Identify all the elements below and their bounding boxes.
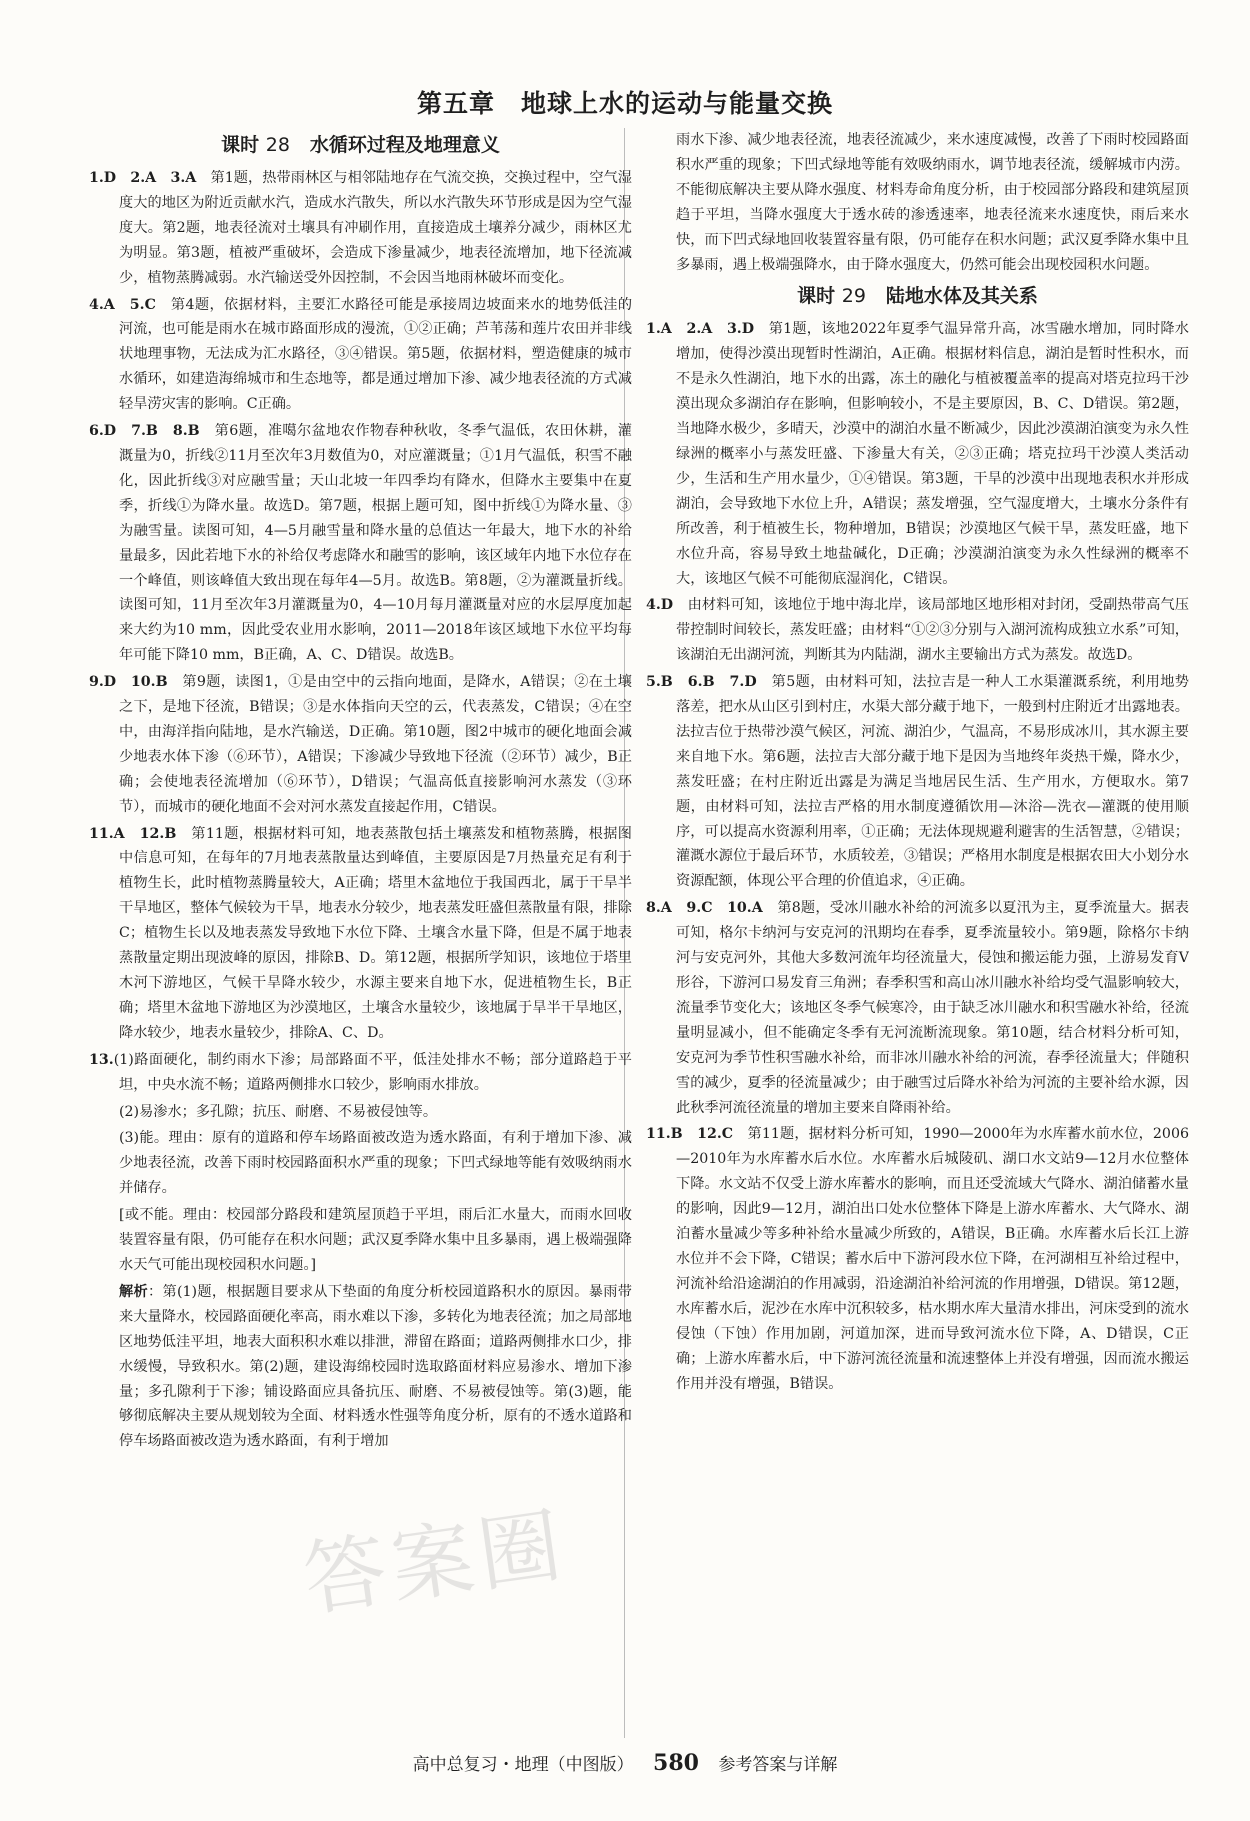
answer-para: 8.A 9.C 10.A 第8题，受冰川融水补给的河流多以夏汛为主，夏季流量大。据表可知，格尔卡纳河与安克河的汛期均在春季，夏季流量较小。第9题，除格尔卡纳河与安克河外，其他大多数河流年均径流量大，侵蚀和搬运能力强，上游易发育V形谷，下游河口易发育三角洲；春季积雪和高山冰川融水补给均受气温影响较大，流量季节变化大；该地区冬季气候寒冷，由于缺乏冰川融水和积雪融水补给，径流量明显减小，但不能确定冬季有无河流断流现象。第10题，结合材料分析可知，安克河为季节性积雪融水补给，而非冰川融水补给的河流，春季径流量大；伴随积雪的减少，夏季的径流量减少；由于融雪过后降水补给为河流的主要补给水源，因此秋季河流径流量的增加主要来自降雨补给。 [646,900,1189,1116]
lesson-29-title: 课时 29 陆地水体及其关系 [797,285,1038,308]
footer-section: 参考答案与详解 [718,1755,838,1775]
answer-para: 5.B 6.B 7.D 第5题，由材料可知，法拉吉是一种人工水渠灌溉系统，利用地势落差，把水从山区引到村庄，水渠大部分藏于地下，一般到村庄附近才出露地表。法拉吉位于热带沙漠气候区，河流、湖泊少，气温高，不易形成冰川，其水源主要来自地下水。第6题，法拉吉大部分藏于地下是因为当地终年炎热干燥，降水少，蒸发旺盛；在村庄附近出露是为满足当地居民生活、生产用水，方便取水。第7题，由材料可知，法拉吉严格的用水制度遵循饮用—沐浴—洗衣—灌溉的使用顺序，可以提高水资源利用率，①正确；无法体现规避利避害的生活智慧，②错误；灌溉水源位于最后环节，水质较差，③错误；严格用水制度是根据农田大小划分水资源配额，体现公平合理的价值追求，④正确。 [646,674,1189,890]
footer-book-title: 高中总复习・地理（中图版） [412,1755,634,1775]
answer-para: 4.D 由材料可知，该地位于地中海北岸，该局部地区地形相对封闭，受副热带高气压带控制时间较长，蒸发旺盛；由材料“①②③分别与入湖河流构成独立水系”可知，该湖泊无出湖河流，判断其为内陆湖，湖水主要输出方式为蒸发。故选D。 [646,597,1189,664]
answer-para: 1.A 2.A 3.D 第1题，该地2022年夏季气温异常升高，冰雪融水增加，同时降水增加，使得沙漠出现暂时性湖泊，A正确。根据材料信息，湖泊是暂时性积水，而不是永久性湖泊，地下水的出露，冻土的融化与植被覆盖率的提高对塔克拉玛干沙漠出现众多湖泊存在影响，但影响较小，不是主要原因，B、C、D错误。第2题，当地降水极少，多晴天，沙漠中的湖泊水量不断减少，因此沙漠湖泊演变为永久性绿洲的概率小与蒸发旺盛、下渗量大有关，②③正确；塔克拉玛干沙漠人类活动少，生活和生产用水量少，①④错误。第3题，干旱的沙漠中出现地表积水并形成湖泊，会导致地下水位上升，A错误；蒸发增强，空气湿度增大，土壤水分条件有所改善，利于植被生长，物种增加，B错误；沙漠地区气候干旱，蒸发旺盛，地下水位升高，容易导致土地盐碱化，D正确；沙漠湖泊演变为永久性绿洲的概率不大，该地区气候不可能彻底湿润化，C错误。 [646,321,1189,587]
page-number: 580 [653,1750,699,1776]
page-footer [0,1750,1250,1776]
answer-para: 13.(1)路面硬化，制约雨水下渗；局部路面不平，低洼处排水不畅；部分道路趋于平坦，中央水流不畅；道路两侧排水口较少，影响雨水排放。 [89,1051,632,1093]
answer-para: 6.D 7.B 8.B 第6题，准噶尔盆地农作物春种秋收，冬季气温低，农田休耕，灌溉量为0，折线②11月至次年3月数值为0，对应灌溉量；①1月气温低，积雪不融化，因此折线③对应融雪量；天山北坡一年四季均有降水，但降水主要集中在夏季，折线①为降水量。故选D。第7题，根据上题可知，图中折线①为降水量、③为融雪量。读图可知，4—5月融雪量和降水量的总值达一年最大，地下水的补给量最多，因此若地下水的补给仅考虑降水和融雪的影响，该区域年内地下水位存在一个峰值，则该峰值大致出现在每年4—5月。故选B。第8题，②为灌溉量折线。读图可知，11月至次年3月灌溉量为0，4—10月每月灌溉量对应的水层厚度加起来大约为10 mm，因此受农业用水影响，2011—2018年该区域地下水位平均每年可能下降10 mm，B正确，A、C、D错误。故选B。 [89,423,632,664]
lesson-28-title: 课时 28 水循环过程及地理意义 [221,134,500,156]
answer-sub-para: (2)易渗水；多孔隙；抗压、耐磨、不易被侵蚀等。 [119,1103,438,1120]
answer-para: 11.A 12.B 第11题，根据材料可知，地表蒸散包括土壤蒸发和植物蒸腾，根据图中信息可知，在每年的7月地表蒸散量达到峰值，主要原因是7月热量充足有利于植物生长，此时植物蒸腾量较大，A正确；塔里木盆地位于我国西北，属于干旱半干旱地区，整体气候较为干旱，地表水分较少，地表蒸发旺盛但蒸散量有限，排除C；植物生长以及地表蒸发导致地下水位下降、土壤含水量下降，但是不属于地表蒸散量定期出现波峰的原因，排除B、D。第12题，根据所学知识，该地位于塔里木河下游地区，气候干旱降水较少，水源主要来自地下水，促进植物生长，B正确；塔里木盆地下游地区为沙漠地区，土壤含水量较少，该地属于旱半干旱地区，降水较少，地表水量较少，排除A、C、D。 [89,825,632,1041]
answer-para: 11.B 12.C 第11题，据材料分析可知，1990—2000年为水库蓄水前水位，2006—2010年为水库蓄水后水位。水库蓄水后城陵矶、湖口水文站9—12月水位整体下降。水文站不仅受上游水库蓄水的影响，而且还受流域大气降水、湖泊储蓄水量的影响，因此9—12月，湖泊出口处水位整体下降是上游水库蓄水、大气降水、湖泊蓄水量减少等多种补给水量减少所致的，A错误，B正确。水库蓄水后长江上游水位并不会下降，C错误；蓄水后中下游河段水位下降，在河湖相互补给过程中，河流补给沿途湖泊的作用减弱，沿途湖泊补给河流的作用增强，D错误。第12题，水库蓄水后，泥沙在水库中沉积较多，枯水期水库大量清水排出，河床受到的流水侵蚀（下蚀）作用加剧，河道加深，进而导致河流水位下降，A、D错误，C正确；上游水库蓄水后，中下游河流径流量和流速整体上并没有增强，因而流水搬运作用并没有增强，B错误。 [646,1126,1189,1392]
answer-sub-para: (3)能。理由：原有的道路和停车场路面被改造为透水路面，有利于增加下渗、减少地表径流，改善下雨时校园路面积水严重的现象；下凹式绿地等能有效吸纳雨水并储存。 [119,1130,632,1197]
watermark: 答案圈 [298,1497,573,1629]
answer-para: 9.D 10.B 第9题，读图1，①是由空中的云指向地面，是降水，A错误；②在土壤之下，是地下径流，B错误；③是水体指向天空的云，代表蒸发，C错误；④在空中，由海洋指向陆地，是水汽输送，D正确。第10题，图2中城市的硬化地面会减少地表水体下渗（⑥环节），A错误；下渗减少导致地下径流（②环节）减少，B正确；会使地表径流增加（⑥环节），D错误；气温高低直接影响河水蒸发（③环节），而城市的硬化地面不会对河水蒸发直接起作用，C错误。 [89,674,632,815]
continued-para: 雨水下渗、减少地表径流，地表径流减少，来水速度减慢，改善了下雨时校园路面积水严重的现象；下凹式绿地等能有效吸纳雨水，调节地表径流，缓解城市内涝。不能彻底解决主要从降水强度、材料寿命角度分析，由于校园部分路段和建筑屋顶趋于平坦，当降水强度大于透水砖的渗透速率，地表径流来水速度快，雨后来水快，而下凹式绿地回收装置容量有限，仍可能存在积水问题；武汉夏季降水集中且多暴雨，遇上极端强降水，由于降水强度大，仍然可能会出现校园积水问题。 [676,132,1189,273]
answer-para: 4.A 5.C 第4题，依据材料，主要汇水路径可能是承接周边坡面来水的地势低洼的河流，也可能是雨水在城市路面形成的漫流，①②正确；芦苇荡和莲片农田并非线状地理事物，无法成为汇水路径，③④错误。第5题，依据材料，塑造健康的城市水循环，如建造海绵城市和生态地等，都是通过增加下渗、减少地表径流的方式减轻旱涝灾害的影响。C正确。 [89,296,632,413]
analysis-para: 解析：第(1)题，根据题目要求从下垫面的角度分析校园道路积水的原因。暴雨带来大量降水，校园路面硬化率高，雨水难以下渗，多转化为地表径流；加之局部地区地势低洼平坦，地表大面积积水难以排泄，滞留在路面；道路两侧排水口少，排水缓慢，导致积水。第(2)题，建设海绵校园时选取路面材料应易渗水、增加下渗量；多孔隙利于下渗；铺设路面应具备抗压、耐磨、不易被侵蚀等。第(3)题，能够彻底解决主要从规划较为全面、材料透水性强等角度分析，原有的不透水道路和停车场路面被改造为透水路面，有利于增加 [119,1283,632,1450]
answer-sub-para: [或不能。理由：校园部分路段和建筑屋顶趋于平坦，雨后汇水量大，而雨水回收装置容量有限，仍可能存在积水问题；武汉夏季降水集中且多暴雨，遇上极端强降水天气可能出现校园积水问题。] [119,1207,632,1273]
answer-para: 1.D 2.A 3.A 第1题，热带雨林区与相邻陆地存在气流交换，交换过程中，空气湿度大的地区为附近贡献水汽，造成水汽散失，所以水汽散失环节形成是因为空气湿度大。第2题，地表径流对土壤具有冲刷作用，直接造成土壤养分减少，雨林区尤为明显。第3题，植被严重破坏，会造成下渗量减少，地表径流增加，地下径流减少，植物蒸腾减弱。水汽输送受外因控制，不会因当地雨林破坏而变化。 [89,170,632,286]
chapter-title: 第五章 地球上水的运动与能量交换 [416,89,833,118]
